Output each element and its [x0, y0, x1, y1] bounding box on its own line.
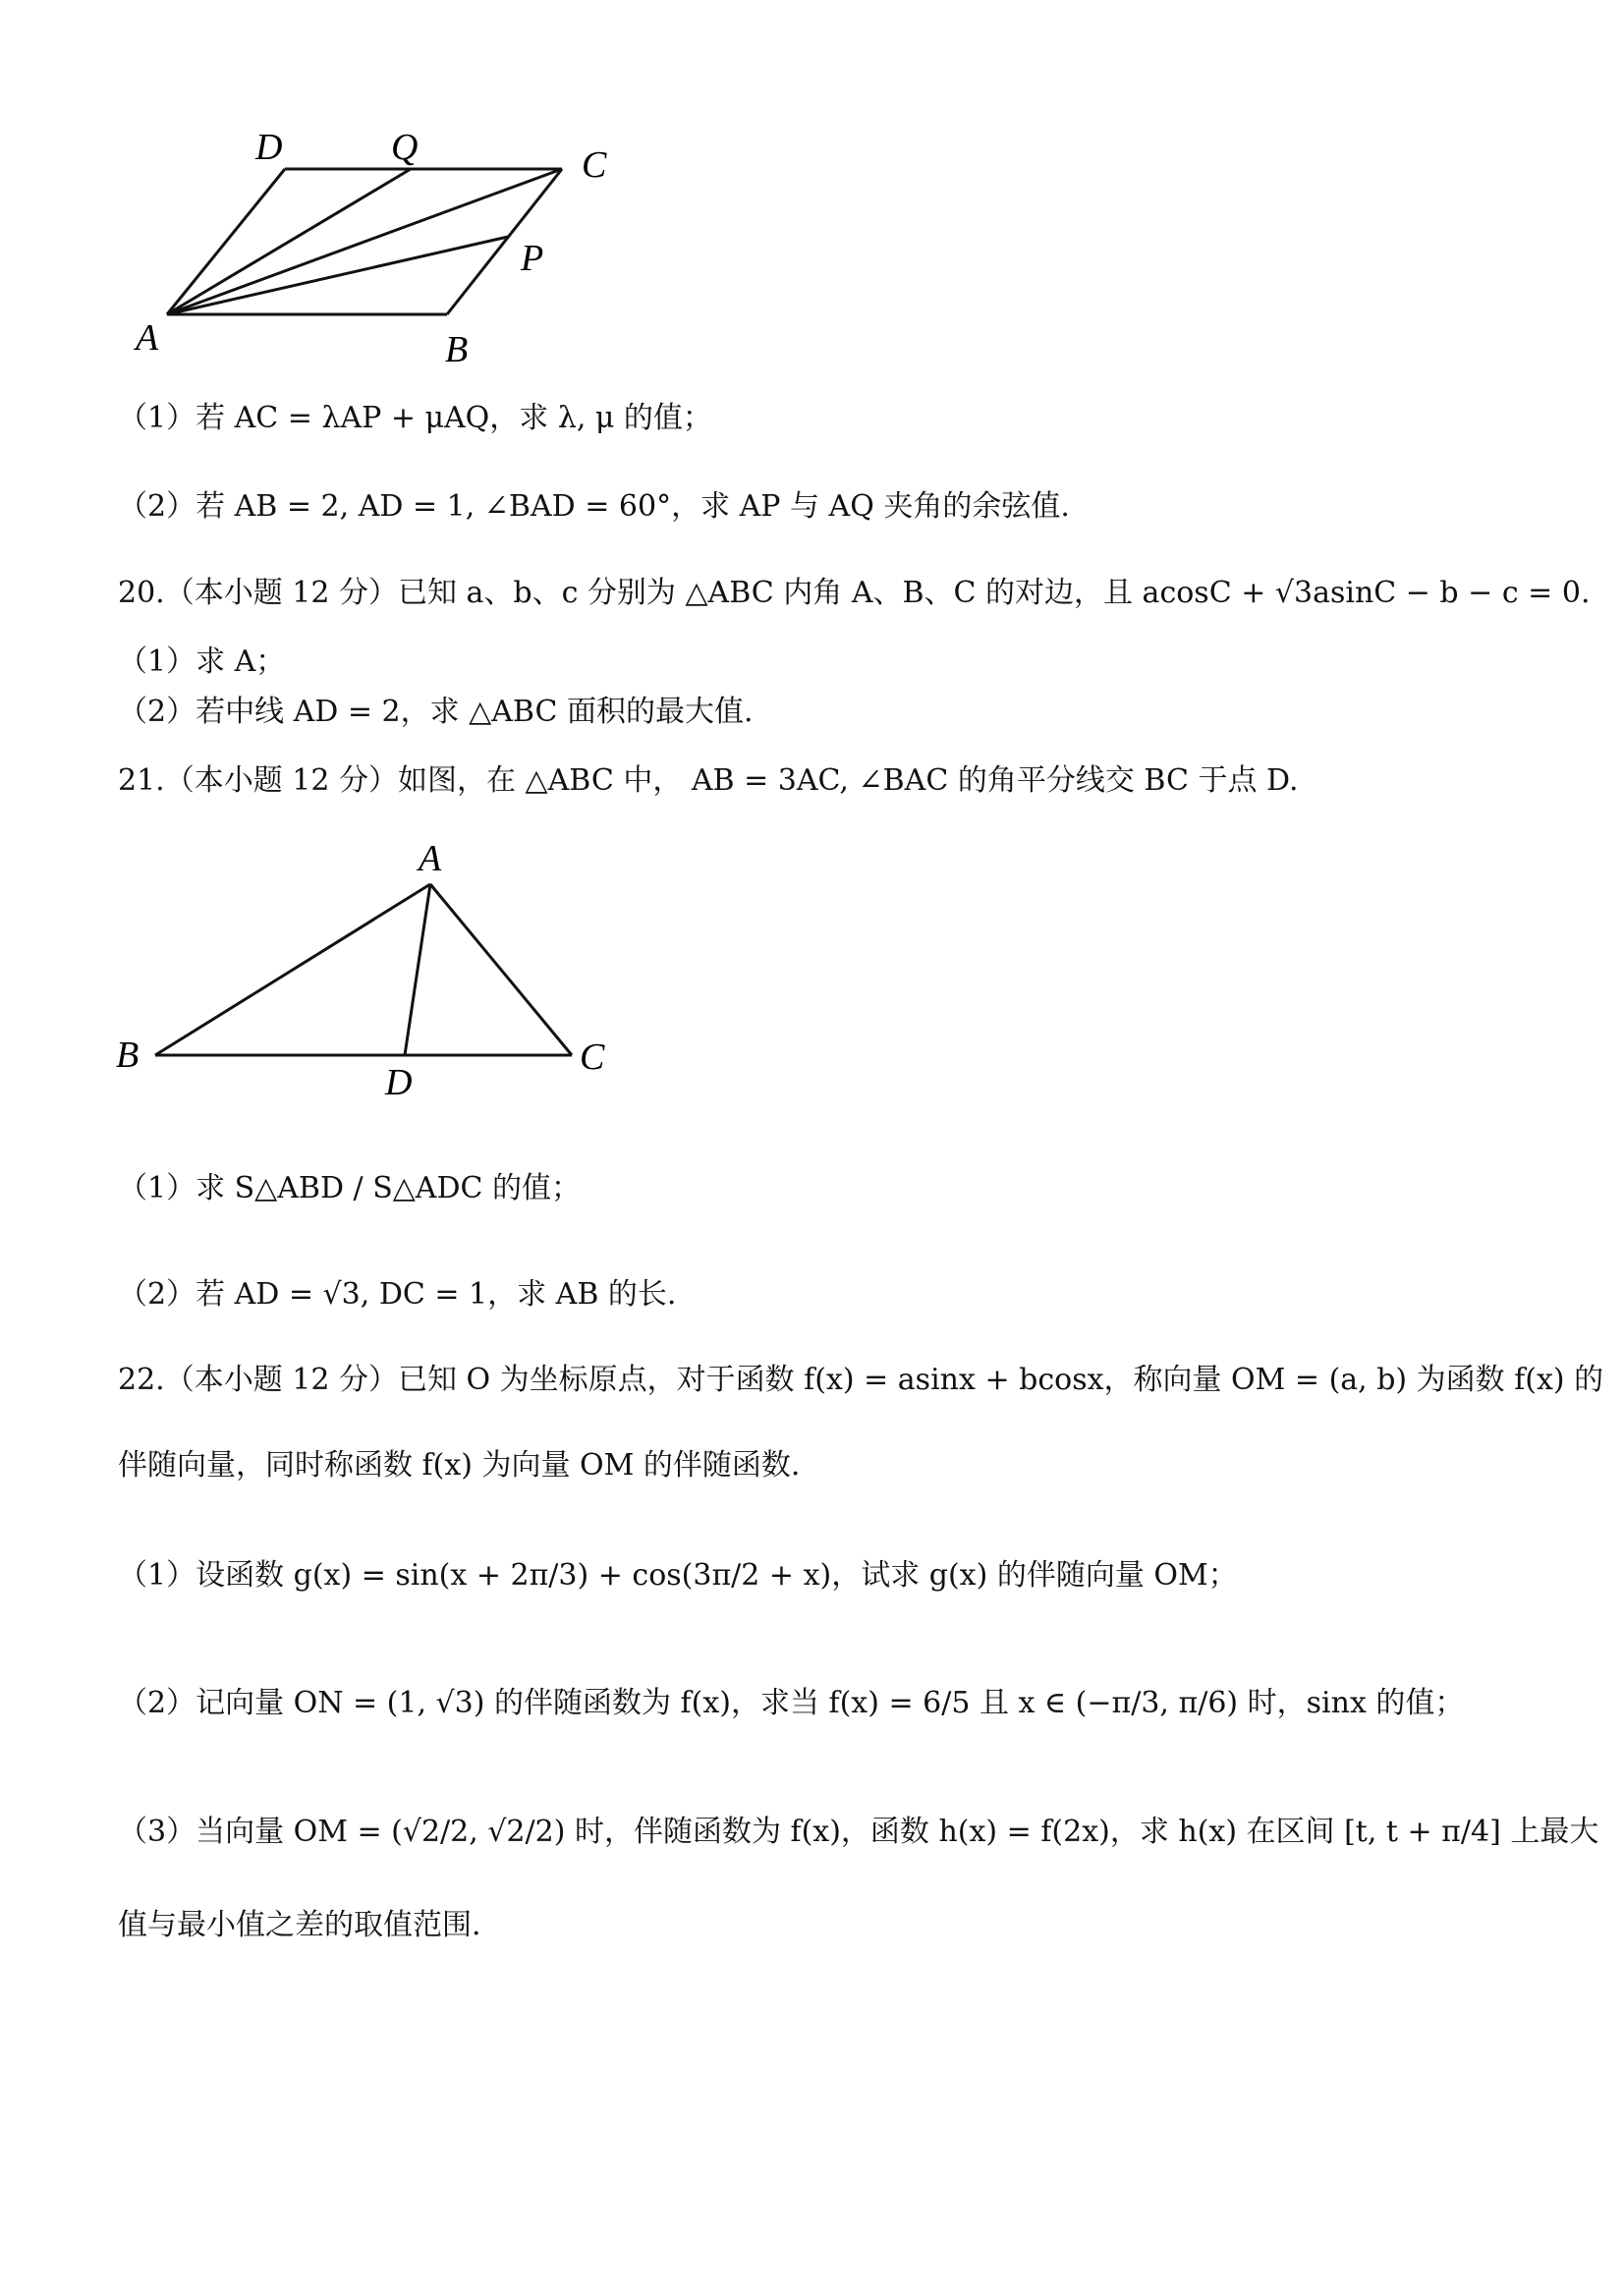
- label-b: B: [445, 329, 469, 370]
- q22-part3-line1: （3）当向量 OM = (√2/2, √2/2) 时，伴随函数为 f(x)，函数 h(x) = f(2x)，求 h(x) 在区间 [t, t + π/4] 上最大: [118, 1815, 1599, 1849]
- label-p: P: [521, 238, 544, 279]
- label-c: C: [580, 1036, 605, 1078]
- q22-part2: （2）记向量 ON = (1, √3) 的伴随函数为 f(x)，求当 f(x) = 6/5 且 x ∈ (−π/3, π/6) 时，sinx 的值；: [118, 1686, 1465, 1720]
- q20-stem: 20.（本小题 12 分）已知 a、b、c 分别为 △ABC 内角 A、B、C 的对边，且 acosC + √3asinC − b − c = 0.: [118, 576, 1591, 610]
- label-b: B: [116, 1035, 140, 1076]
- q21-stem: 21.（本小题 12 分）如图，在 △ABC 中， AB = 3AC, ∠BAC 的角平分线交 BC 于点 D.: [118, 763, 1299, 798]
- label-a: A: [419, 838, 442, 879]
- q20-part1: （1）求 A；: [118, 644, 286, 679]
- q22-part1: （1）设函数 g(x) = sin(x + 2π/3) + cos(3π/2 + x)，试求 g(x) 的伴随向量 OM；: [118, 1558, 1238, 1593]
- label-q: Q: [391, 127, 419, 168]
- q19-part1: （1）若 AC = λAP + μAQ，求 λ, μ 的值；: [118, 401, 712, 435]
- q22-stem-line2: 伴随向量，同时称函数 f(x) 为向量 OM 的伴随函数.: [118, 1448, 801, 1483]
- q21-part1: （1）求 S△ABD / S△ADC 的值；: [118, 1171, 582, 1205]
- q19-part2: （2）若 AB = 2, AD = 1, ∠BAD = 60°，求 AP 与 AQ 夹角的余弦值.: [118, 489, 1070, 524]
- label-c: C: [582, 144, 607, 186]
- q20-part2: （2）若中线 AD = 2，求 △ABC 面积的最大值.: [118, 695, 754, 729]
- q22-part3-line2: 值与最小值之差的取值范围.: [118, 1908, 481, 1942]
- label-a: A: [136, 317, 159, 359]
- parallelogram-figure: [118, 118, 629, 373]
- triangle-figure: [108, 835, 629, 1110]
- q21-part2: （2）若 AD = √3, DC = 1，求 AB 的长.: [118, 1277, 677, 1312]
- label-d: D: [385, 1062, 413, 1103]
- label-d: D: [255, 127, 283, 168]
- q22-stem-line1: 22.（本小题 12 分）已知 O 为坐标原点，对于函数 f(x) = asinx + bcosx，称向量 OM = (a, b) 为函数 f(x) 的: [118, 1363, 1604, 1397]
